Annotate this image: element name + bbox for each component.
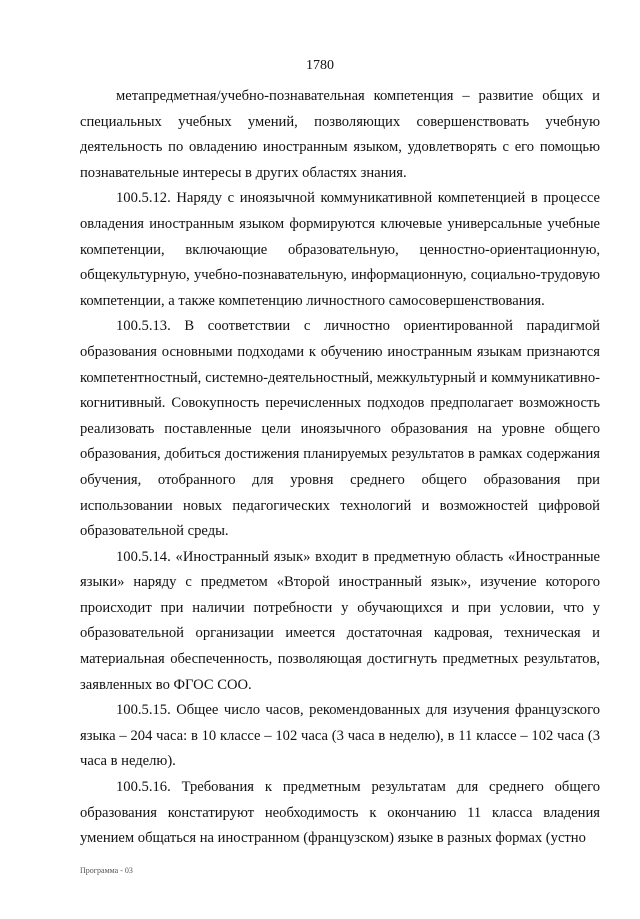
footer-note: Программа - 03 <box>80 866 133 875</box>
page-number: 1780 <box>306 58 334 73</box>
paragraph-100-5-16: 100.5.16. Требования к предметным результатам для среднего общего образования констатируют необходимость к окончанию 11 класса владения умением общаться на иностранном (французском) языке в разных формах (устно <box>80 779 600 847</box>
paragraph-100-5-12: 100.5.12. Наряду с иноязычной коммуникативной компетенцией в процессе овладения иностранным языком формируются ключевые универсальные учебные компетенции, включающие образовательную, ценностно-ориентационную, общекультурную, учебно-познавательную, информационную, социально-трудовую компетенции, а также компетенцию личностного самосовершенствования. <box>80 190 600 309</box>
paragraph-100-5-13: 100.5.13. В соответствии с личностно ориентированной парадигмой образования основными подходами к обучению иностранным языкам признаются компетентностный, системно-деятельностный, межкультурный и коммуникативно-когнитивный. Совокупность перечисленных подходов предполагает возможность реализовать поставленные цели иноязычного образования на уровне общего образования, добиться достижения планируемых результатов в рамках содержания обучения, отобранного для уровня среднего общего образования при использовании новых педагогических технологий и возможностей цифровой образовательной среды. <box>80 318 600 540</box>
document-body <box>80 84 600 852</box>
paragraph-100-5-14: 100.5.14. «Иностранный язык» входит в предметную область «Иностранные языки» наряду с предметом «Второй иностранный язык», изучение которого происходит при наличии потребности у обучающихся и при условии, что у образовательной организации имеется достаточная кадровая, техническая и материальная обеспеченность, позволяющая достигнуть предметных результатов, заявленных во ФГОС СОО. <box>80 548 600 693</box>
paragraph-100-5-15: 100.5.15. Общее число часов, рекомендованных для изучения французского языка – 204 часа: в 10 классе – 102 часа (3 часа в неделю), в 11 классе – 102 часа (3 часа в неделю). <box>80 702 600 770</box>
paragraph-competence-definition: метапредметная/учебно-познавательная компетенция – развитие общих и специальных учебных умений, позволяющих совершенствовать учебную деятельность по овладению иностранным языком, удовлетворять с его помощью познавательные интересы в других областях знания. <box>80 88 600 181</box>
